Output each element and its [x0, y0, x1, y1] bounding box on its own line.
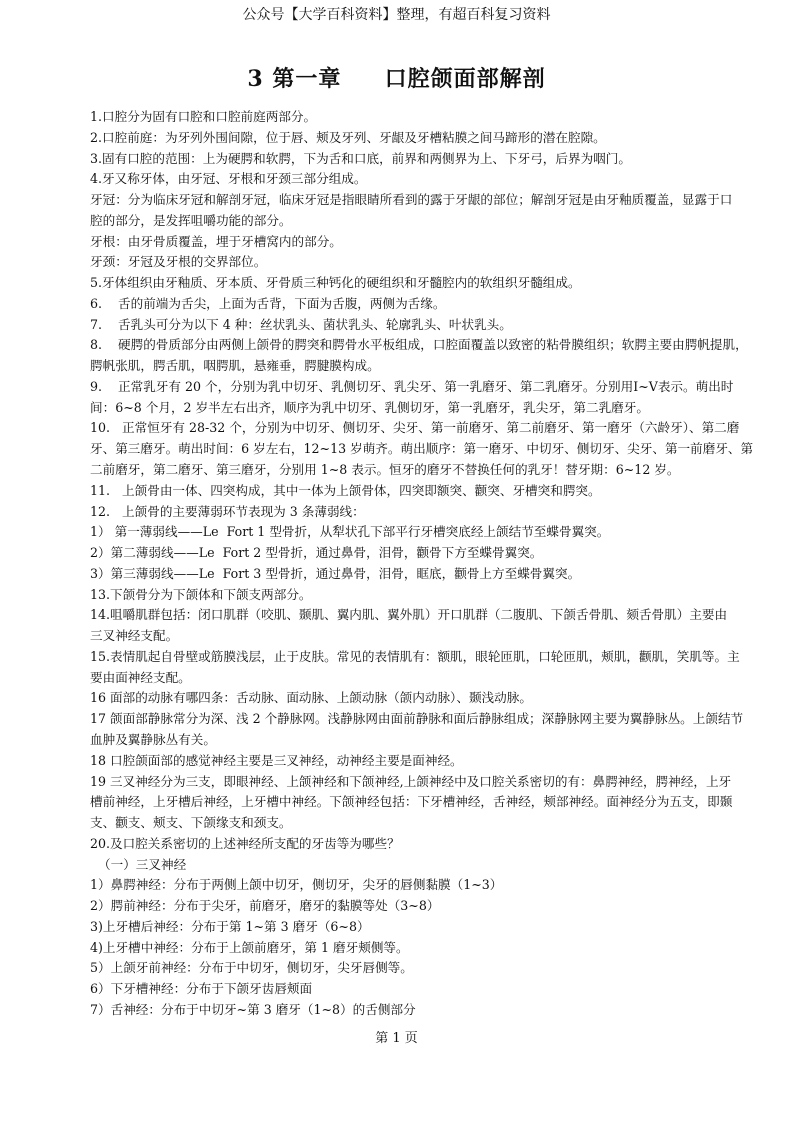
text-line: 16 面部的动脉有哪四条：舌动脉、面动脉、上颌动脉（颌内动脉）、颞浅动脉。: [90, 690, 532, 706]
paragraph: [90, 315, 726, 336]
text-line: 11. 上颌骨由一体、四突构成，其中一体为上颌骨体，四突即额突、颧突、牙槽突和腭突。: [90, 482, 601, 498]
paragraph: [90, 149, 726, 170]
text-line: 牙、第三磨牙。萌出时间：6 岁左右，12~13 岁萌齐。萌出顺序：第一磨牙、中切牙、侧切牙、尖牙、第一前磨牙、第: [90, 441, 754, 457]
page-number: 第 1 页: [375, 1031, 418, 1046]
paragraph: [90, 834, 726, 855]
text-line: 18 口腔颌面部的感觉神经主要是三叉神经，动神经主要是面神经。: [90, 752, 463, 768]
paragraph: [90, 107, 726, 128]
paragraph: [90, 605, 726, 647]
paragraph: [90, 564, 726, 585]
paragraph: [90, 273, 726, 294]
text-line: 血肿及翼静脉丛有关。: [90, 731, 216, 747]
text-line: 5）上颌牙前神经：分布于中切牙，侧切牙，尖牙唇侧等。: [90, 960, 413, 976]
text-line: 2.口腔前庭：为牙列外围间隙，位于唇、颊及牙列、牙龈及牙槽粘膜之间马蹄形的潜在腔隙。: [90, 129, 606, 145]
paragraph: [90, 232, 726, 253]
text-line: 腭帆张肌，腭舌肌，咽腭肌，悬雍垂，腭腱膜构成。: [90, 358, 380, 374]
chapter-title-text: 3 第一章 口腔颌面部解剖: [247, 66, 546, 92]
paragraph: [90, 585, 726, 606]
document-body: [90, 107, 754, 1021]
text-line: 1.口腔分为固有口腔和口腔前庭两部分。: [90, 109, 317, 124]
text-line: 4.牙又称牙体，由牙冠、牙根和牙颈三部分组成。: [90, 171, 367, 187]
text-line: 腔的部分，是发挥咀嚼功能的部分。: [90, 212, 292, 228]
paragraph: [90, 979, 726, 1000]
paragraph: [90, 252, 726, 273]
text-line: 间：6~8 个月，2 岁半左右出齐，顺序为乳中切牙、乳侧切牙，第一乳磨牙，乳尖牙，第二乳磨牙。: [90, 399, 649, 415]
text-line: 19 三叉神经分为三支，即眼神经、上颌神经和下颌神经,上颌神经中及口腔关系密切的有：鼻腭神经，腭神经，上牙: [90, 773, 732, 789]
paragraph: [90, 1000, 726, 1021]
paragraph: [90, 335, 748, 377]
text-line: 2）腭前神经：分布于尖牙，前磨牙，磨牙的黏膜等处（3~8）: [90, 898, 440, 914]
paragraph: [90, 128, 726, 149]
text-line: 6）下牙槽神经：分布于下颌牙齿唇颊面: [90, 981, 313, 997]
paragraph: [90, 875, 726, 896]
paragraph: [90, 377, 734, 419]
text-line: 1）鼻腭神经：分布于两侧上颌中切牙，侧切牙，尖牙的唇侧黏膜（1~3）: [90, 877, 503, 893]
text-line: 14.咀嚼肌群包括：闭口肌群（咬肌、颞肌、翼内肌、翼外肌）开口肌群（二腹肌、下颌舌骨肌、颏舌骨肌）主要由: [90, 607, 728, 623]
text-line: 7. 舌乳头可分为以下 4 种：丝状乳头、菌状乳头、轮廓乳头、叶状乳头。: [90, 316, 512, 332]
text-line: （一）三叉神经: [90, 856, 187, 872]
text-line: 2）第二薄弱线——Le Fort 2 型骨折，通过鼻骨，泪骨，颧骨下方至蝶骨翼突。: [90, 545, 543, 561]
text-line: 17 颌面部静脉常分为深、浅 2 个静脉网。浅静脉网由面前静脉和面后静脉组成；深静脉网主要为翼静脉丛。上颌结节: [90, 711, 744, 727]
text-line: 5.牙体组织由牙釉质、牙本质、牙骨质三种钙化的硬组织和牙髓腔内的软组织牙髓组成。: [90, 275, 581, 291]
paragraph: [90, 772, 733, 834]
text-line: 要由面神经支配。: [90, 669, 191, 685]
paragraph: [90, 855, 726, 876]
paragraph: [90, 709, 744, 751]
text-line: 7）舌神经：分布于中切牙~第 3 磨牙（1~8）的舌侧部分: [90, 1001, 416, 1017]
paragraph: [90, 522, 726, 543]
text-line: 支、颧支、颊支、下颌缘支和颈支。: [90, 815, 292, 831]
paragraph: [90, 481, 726, 502]
text-line: 13.下颌骨分为下颌体和下颌支两部分。: [90, 586, 312, 602]
chapter-title: [0, 62, 793, 93]
text-line: 3）第三薄弱线——Le Fort 3 型骨折，通过鼻骨，泪骨，眶底，颧骨上方至蝶骨翼突。: [90, 565, 581, 581]
paragraph: [90, 958, 726, 979]
text-line: 三叉神经支配。: [90, 628, 179, 644]
text-line: 3.固有口腔的范围：上为硬腭和软腭，下为舌和口底，前界和两侧界为上、下牙弓，后界为咽门。: [90, 150, 631, 166]
paragraph: [90, 502, 726, 523]
text-line: 6. 舌的前端为舌尖，上面为舌背，下面为舌腹，两侧为舌缘。: [90, 295, 446, 311]
paragraph: [90, 938, 726, 959]
text-line: 15.表情肌起自骨壁或筋膜浅层，止于皮肤。常见的表情肌有：额肌，眼轮匝肌，口轮匝肌，颊肌，颧肌，笑肌等。主: [90, 648, 740, 664]
paragraph: [90, 896, 726, 917]
paragraph: [90, 169, 726, 190]
text-line: 牙颈：牙冠及牙根的交界部位。: [90, 254, 267, 270]
text-line: 3)上牙槽后神经：分布于第 1~第 3 磨牙（6~8）: [90, 918, 370, 934]
text-line: 二前磨牙，第二磨牙、第三磨牙，分别用 1~8 表示。恒牙的磨牙不替换任何的乳牙！替牙期：6~12 岁。: [90, 462, 680, 478]
text-line: 20.及口腔关系密切的上述神经所支配的牙齿等为哪些？: [90, 835, 400, 851]
text-line: 1） 第一薄弱线——Le Fort 1 型骨折，从犁状孔下部平行牙槽突底经上颌结节至蝶骨翼突。: [90, 524, 610, 540]
paragraph: [90, 543, 726, 564]
text-line: 牙冠：分为临床牙冠和解剖牙冠，临床牙冠是指眼睛所看到的露于牙龈的部位；解剖牙冠是由牙釉质覆盖，显露于口: [90, 192, 733, 208]
paragraph: [90, 418, 754, 480]
text-line: 牙根：由牙骨质覆盖，埋于牙槽窝内的部分。: [90, 233, 342, 249]
paragraph: [90, 294, 726, 315]
text-line: 槽前神经，上牙槽后神经，上牙槽中神经。下颌神经包括：下牙槽神经，舌神经，颊部神经。面神经分为五支，即颞: [90, 794, 733, 810]
text-line: 4)上牙槽中神经：分布于上颌前磨牙，第 1 磨牙颊侧等。: [90, 939, 409, 955]
paragraph: [90, 647, 740, 689]
text-line: 10. 正常恒牙有 28-32 个，分别为中切牙、侧切牙、尖牙、第一前磨牙、第二前磨牙、第一磨牙（六龄牙）、第二磨: [90, 420, 740, 436]
paragraph: [90, 917, 726, 938]
paragraph: [90, 190, 733, 232]
text-line: 9. 正常乳牙有 20 个，分别为乳中切牙、乳侧切牙、乳尖牙、第一乳磨牙、第二乳磨牙。分别用Ⅰ~Ⅴ表示。萌出时: [90, 378, 734, 394]
paragraph: [90, 688, 726, 709]
paragraph: [90, 751, 726, 772]
text-line: 8. 硬腭的骨质部分由两侧上颌骨的腭突和腭骨水平板组成，口腔面覆盖以致密的粘骨膜组织；软腭主要由腭帆提肌，: [90, 337, 748, 353]
page-header: 公众号【大学百科资料】整理，有超百科复习资料: [242, 7, 551, 23]
text-line: 12. 上颌骨的主要薄弱环节表现为 3 条薄弱线：: [90, 503, 365, 519]
